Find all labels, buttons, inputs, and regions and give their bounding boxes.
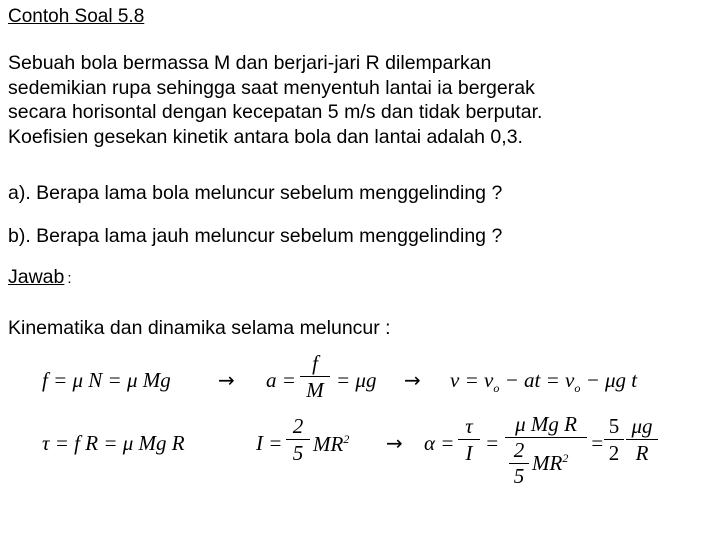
problem-line: secara horisontal dengan kecepatan 5 m/s dan tidak berputar. xyxy=(8,101,543,123)
accel-rhs: = μg xyxy=(336,368,377,392)
inertia-fraction xyxy=(286,416,310,464)
alpha-equals-1: = xyxy=(485,431,500,455)
inertia-numerator: 2 xyxy=(292,414,304,438)
accel-denominator: M xyxy=(300,376,330,401)
question-b: b). Berapa lama jauh meluncur sebelum menggelinding ? xyxy=(8,225,503,247)
accel-lhs: a = xyxy=(266,368,296,392)
jawab-text: Jawab xyxy=(8,266,65,288)
accel-fraction xyxy=(300,353,330,401)
inertia-rhs: $MR^2$ xyxy=(313,432,350,456)
problem-line: sedemikian rupa sehingga saat menyentuh lantai ia bergerak xyxy=(8,76,535,99)
answer-label xyxy=(8,265,72,291)
alpha-denominator-1: I xyxy=(458,439,480,464)
accel-numerator: f xyxy=(312,351,318,375)
alpha-fraction-3: $\frac{5}{2}$ xyxy=(604,416,624,464)
inertia-lhs: I = xyxy=(256,431,283,455)
problem-line: Koefisien gesekan kinetik antara bola dan lantai adalah 0,3. xyxy=(8,125,523,148)
question-a: a). Berapa lama bola meluncur sebelum menggelinding ? xyxy=(8,182,503,204)
problem-statement xyxy=(8,51,706,149)
problem-line: Sebuah bola bermassa M dan berjari-jari R dilemparkan xyxy=(8,52,492,74)
torque-equation: τ = f R = μ Mg R xyxy=(42,431,185,455)
alpha-numerator-1: τ xyxy=(465,414,473,438)
alpha-equals-2: = xyxy=(590,431,605,455)
arrow-icon: → xyxy=(218,368,235,392)
alpha-fraction-4: $\frac{\mu g}{R}$ xyxy=(626,416,658,464)
inertia-denominator: 5 xyxy=(286,439,310,464)
subheading: Kinematika dan dinamika selama meluncur : xyxy=(8,317,391,339)
alpha-lhs: α = xyxy=(424,431,455,455)
arrow-icon: → xyxy=(404,368,421,392)
velocity-equation: $v = v_o$ − at = $v_o - \mu g$ t xyxy=(450,368,638,396)
alpha-numerator-2: μ Mg R xyxy=(515,412,577,436)
alpha-fraction-1 xyxy=(458,416,480,464)
arrow-icon: → xyxy=(386,431,403,455)
alpha-fraction-2 xyxy=(505,414,587,498)
friction-equation: f = μ N = μ Mg xyxy=(42,368,171,392)
jawab-colon: : xyxy=(67,270,72,287)
alpha-denominator-2: 2 5 $MR^2$ xyxy=(505,437,587,498)
alpha-den-fraction: 2 5 xyxy=(509,440,529,487)
slide-title: Contoh Soal 5.8 xyxy=(8,6,145,27)
